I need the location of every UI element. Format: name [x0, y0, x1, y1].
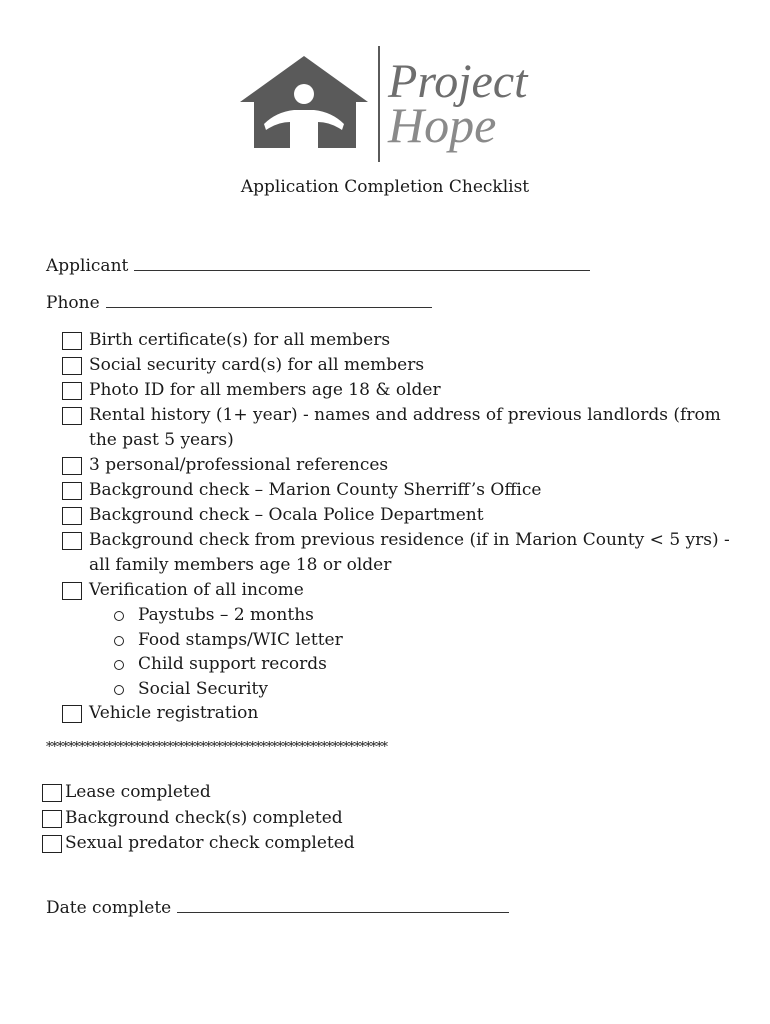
checkbox[interactable] [62, 407, 82, 425]
checklist-item: Background check – Marion County Sherriff’s Office [62, 478, 742, 503]
checklist-item: 3 personal/professional references [62, 453, 742, 478]
income-sub-item: Child support records [114, 652, 742, 677]
circle-bullet-icon [114, 611, 124, 621]
checkbox[interactable] [62, 582, 82, 600]
checklist-item: Vehicle registration [62, 701, 742, 726]
page-title: Application Completion Checklist [240, 177, 530, 197]
logo-text-project: Project [388, 55, 528, 108]
checklist-item: Background check – Ocala Police Department [62, 503, 742, 528]
circle-bullet-icon [114, 685, 124, 695]
checkbox[interactable] [62, 507, 82, 525]
applicant-label: Applicant [46, 256, 129, 276]
applicant-field [46, 254, 590, 276]
phone-input-line[interactable] [106, 291, 432, 308]
completion-item: Lease completed [42, 780, 355, 806]
checkbox[interactable] [42, 784, 62, 802]
checklist-item: Background check from previous residence (if in Marion County < 5 yrs) - all family members age 18 or older [62, 528, 742, 578]
completion-checklist [42, 780, 355, 857]
checkbox[interactable] [62, 532, 82, 550]
checkbox[interactable] [42, 835, 62, 853]
checklist-item: Rental history (1+ year) - names and address of previous landlords (from the past 5 years) [62, 403, 742, 453]
income-sub-item: Paystubs – 2 months [114, 603, 742, 628]
phone-label: Phone [46, 293, 100, 313]
completion-item: Sexual predator check completed [42, 831, 355, 857]
checklist-item: Social security card(s) for all members [62, 353, 742, 378]
circle-bullet-icon [114, 660, 124, 670]
checkbox[interactable] [62, 705, 82, 723]
phone-field [46, 291, 432, 313]
checkbox[interactable] [62, 357, 82, 375]
checklist-item: Birth certificate(s) for all members [62, 328, 742, 353]
separator: ************************************************************** [46, 740, 387, 755]
applicant-input-line[interactable] [134, 254, 590, 271]
logo-text-hope: Hope [388, 97, 497, 153]
date-complete-label: Date complete [46, 898, 172, 918]
income-sub-item: Food stamps/WIC letter [114, 628, 742, 653]
checkbox[interactable] [42, 810, 62, 828]
completion-item: Background check(s) completed [42, 806, 355, 832]
checkbox[interactable] [62, 382, 82, 400]
checklist-item: Photo ID for all members age 18 & older [62, 378, 742, 403]
circle-bullet-icon [114, 636, 124, 646]
checkbox[interactable] [62, 457, 82, 475]
checkbox[interactable] [62, 332, 82, 350]
checklist-item: Verification of all income [62, 578, 742, 603]
date-complete-field [46, 896, 509, 918]
checkbox[interactable] [62, 482, 82, 500]
checklist [62, 328, 742, 726]
income-sub-item: Social Security [114, 677, 742, 702]
date-input-line[interactable] [177, 896, 509, 913]
